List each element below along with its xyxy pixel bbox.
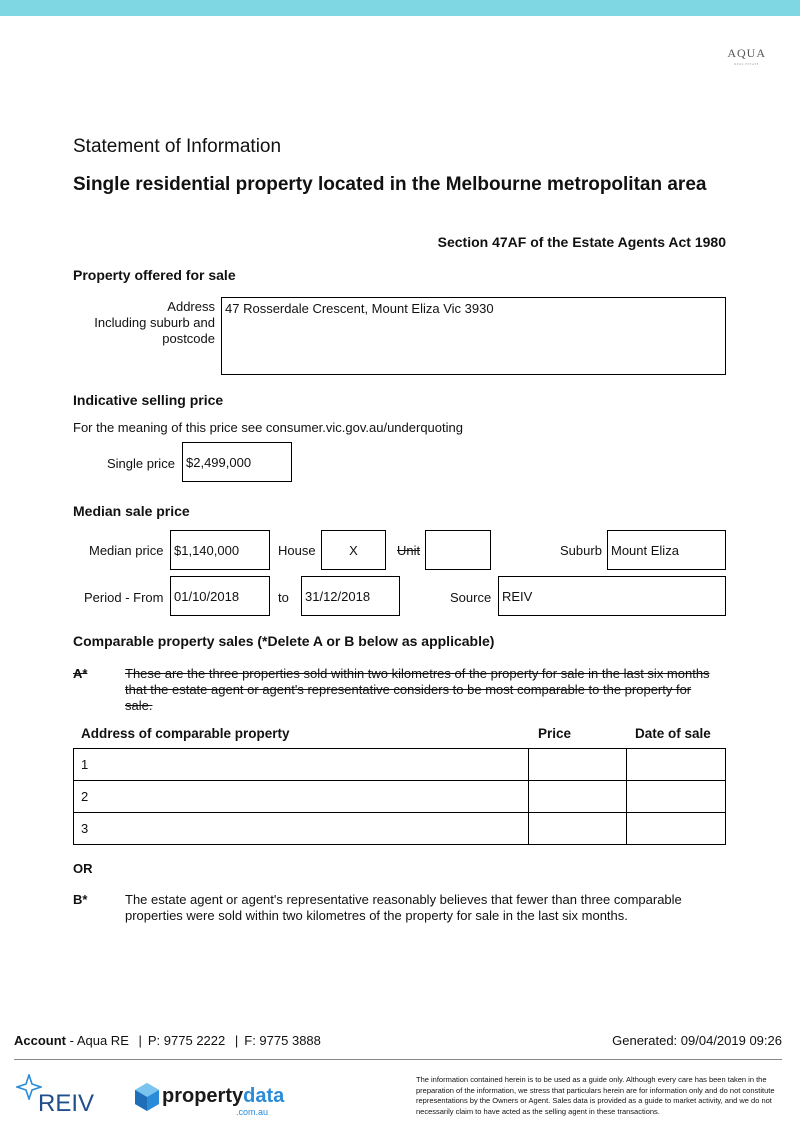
period-to-field[interactable] — [301, 576, 400, 616]
account-label: Account — [14, 1033, 66, 1048]
comparable-table — [73, 748, 726, 845]
phone-number: P: 9775 2222 — [147, 1033, 226, 1048]
median-price-label: Median price — [89, 543, 164, 558]
single-price-field[interactable] — [182, 442, 292, 482]
table-row — [74, 813, 726, 845]
period-to-value: 31/12/2018 — [305, 588, 371, 604]
house-label: House — [278, 543, 316, 558]
row-number[interactable]: 2 — [74, 781, 529, 813]
period-from-field[interactable] — [170, 576, 270, 616]
address-field[interactable]: 47 Rosserdale Crescent, Mount Eliza Vic 3930 — [221, 297, 726, 375]
house-field[interactable] — [321, 530, 386, 570]
single-price-label: Single price — [107, 456, 175, 471]
fax-number: F: 9775 3888 — [244, 1033, 321, 1048]
account-value: - Aqua RE — [66, 1033, 129, 1048]
median-price-value: $1,140,000 — [174, 542, 240, 558]
indicative-heading: Indicative selling price — [73, 392, 224, 408]
row-price[interactable] — [529, 749, 627, 781]
generated-timestamp: Generated: 09/04/2019 09:26 — [612, 1033, 782, 1048]
source-value: REIV — [502, 588, 533, 604]
document-subtitle: Single residential property located in the Melbourne metropolitan area — [73, 174, 707, 195]
property-heading: Property offered for sale — [73, 267, 236, 283]
option-a-text: These are the three properties sold within two kilometres of the property for sale in the last six months that the estate agent or agent's representative considers to be most comparable to the property for sale. — [125, 666, 710, 713]
row-price[interactable] — [529, 813, 627, 845]
source-field[interactable] — [498, 576, 726, 616]
aqua-logo — [727, 46, 766, 66]
propertydata-logo — [134, 1080, 294, 1120]
document-title: Statement of Information — [73, 136, 282, 157]
median-price-field[interactable] — [170, 530, 270, 570]
unit-field[interactable] — [425, 530, 491, 570]
account-info — [14, 1033, 321, 1048]
reiv-logo — [16, 1074, 96, 1118]
period-from-label: Period - From — [84, 590, 164, 605]
row-number[interactable]: 1 — [74, 749, 529, 781]
reiv-logo-text: REIV — [38, 1090, 95, 1117]
median-heading: Median sale price — [73, 503, 190, 519]
section-reference: Section 47AF of the Estate Agents Act 1980 — [437, 234, 726, 250]
separator: | — [138, 1033, 142, 1048]
footer-divider — [14, 1059, 782, 1060]
table-row — [74, 781, 726, 813]
house-value: X — [349, 542, 358, 558]
suburb-value: Mount Eliza — [611, 542, 679, 558]
indicative-note: For the meaning of this price see consumer.vic.gov.au/underquoting — [73, 420, 463, 435]
or-label: OR — [73, 861, 93, 876]
suburb-label: Suburb — [560, 543, 602, 558]
row-date[interactable] — [627, 781, 726, 813]
source-label: Source — [450, 590, 492, 605]
aqua-logo-text: AQUA — [727, 46, 766, 60]
propertydata-cube-icon — [134, 1082, 160, 1112]
period-to-label: to — [278, 590, 289, 605]
address-label: Address Including suburb and postcode — [94, 299, 215, 346]
col-date-header: Date of sale — [635, 726, 711, 741]
single-price-value: $2,499,000 — [186, 454, 252, 470]
comparable-heading: Comparable property sales (*Delete A or B below as applicable) — [73, 633, 495, 649]
propertydata-logo-text: propertydata — [162, 1085, 285, 1107]
col-price-header: Price — [538, 726, 572, 741]
row-price[interactable] — [529, 781, 627, 813]
propertydata-logo-domain: .com.au — [236, 1107, 269, 1117]
separator: | — [234, 1033, 239, 1048]
period-from-value: 01/10/2018 — [174, 588, 240, 604]
aqua-logo-sub: REAL ESTATE — [734, 62, 759, 66]
table-row — [74, 749, 726, 781]
row-date[interactable] — [627, 749, 726, 781]
option-a-marker: A* — [73, 666, 88, 681]
option-b-marker: B* — [73, 892, 88, 907]
row-date[interactable] — [627, 813, 726, 845]
suburb-field[interactable] — [607, 530, 726, 570]
row-number[interactable]: 3 — [74, 813, 529, 845]
footer-disclaimer: The information contained herein is to be used as a guide only. Although every care has been taken in the preparation of the information, we stress that particulars herein are for information only and do not constitute representations by the Owners or Agent. Sales data is provided as a guide to market activity, and we do not necessarily claim to have acted as the selling agent in these transactions. — [416, 1075, 775, 1116]
col-address-header: Address of comparable property — [81, 726, 290, 741]
option-b-text: The estate agent or agent's representative reasonably believes that fewer than three comparable properties were sold within two kilometres of the property for sale in the last six months. — [125, 892, 682, 923]
top-accent-bar — [0, 0, 800, 16]
unit-label: Unit — [397, 543, 421, 558]
